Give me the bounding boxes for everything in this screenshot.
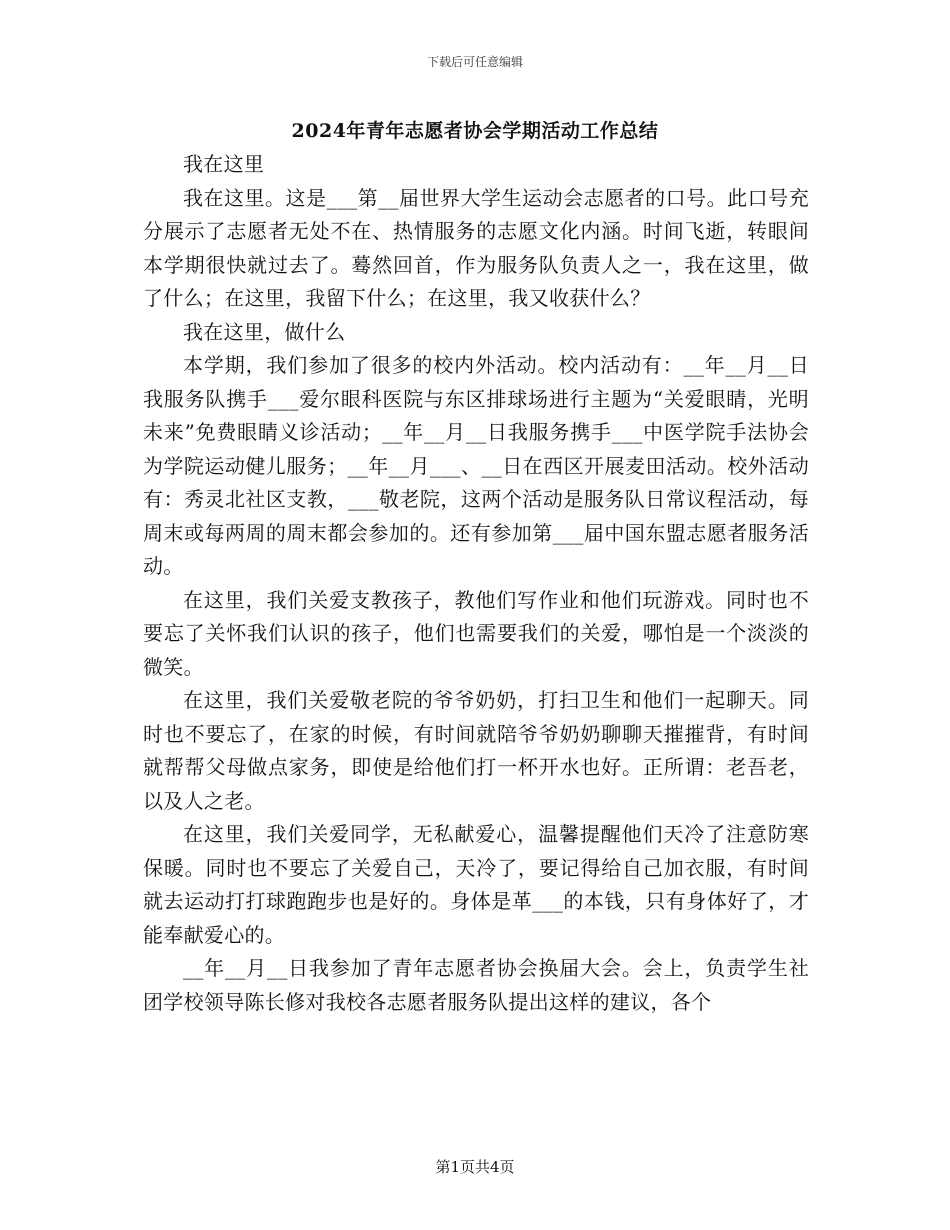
document-title: 2024年青年志愿者协会学期活动工作总结	[291, 120, 659, 142]
paragraph: 在这里，我们关爱同学，无私献爱心，温馨提醒他们天冷了注意防寒保暖。同时也不要忘了关爱自己，天冷了，要记得给自己加衣服，有时间就去运动打打球跑跑步也是好的。身体是革___的本钱，只有身体好了，才能奉献爱心的。	[143, 822, 809, 947]
paragraph: __年__月__日我参加了青年志愿者协会换届大会。会上，负责学生社团学校领导陈长修对我校各志愿者服务队提出这样的建议，各个	[143, 956, 809, 1014]
header-note: 下载后可任意编辑	[426, 55, 523, 69]
document-body	[143, 148, 809, 1019]
page-footer: 第1页共4页	[435, 1158, 515, 1176]
section-heading: 我在这里，做什么	[183, 319, 346, 344]
paragraph: 本学期，我们参加了很多的校内外活动。校内活动有：__年__月__日我服务队携手___爱尔眼科医院与东区排球场进行主题为“关爱眼睛，光明未来”免费眼睛义诊活动；__年__月__日我服务携手___中医学院手法协会为学院运动健儿服务；__年__月___、__日在西区开展麦田活动。校外活动有：秀灵北社区支教，___敬老院，这两个活动是服务队日常议程活动，每周末或每两周的周末都会参加的。还有参加第___届中国东盟志愿者服务活动。	[143, 353, 809, 578]
section-heading: 我在这里	[183, 152, 265, 176]
paragraph: 我在这里。这是___第__届世界大学生运动会志愿者的口号。此口号充分展示了志愿者无处不在、热情服务的志愿文化内涵。时间飞逝，转眼间本学期很快就过去了。蓦然回首，作为服务队负责人之一，我在这里，做了什么；在这里，我留下什么；在这里，我又收获什么？	[143, 185, 809, 310]
paragraph: 在这里，我们关爱敬老院的爷爷奶奶，打扫卫生和他们一起聊天。同时也不要忘了，在家的时候，有时间就陪爷爷奶奶聊聊天摧摧背，有时间就帮帮父母做点家务，即使是给他们打一杯开水也好。正所谓：老吾老，以及人之老。	[143, 688, 809, 813]
paragraph: 在这里，我们关爱支教孩子，教他们写作业和他们玩游戏。同时也不要忘了关怀我们认识的孩子，他们也需要我们的关爱，哪怕是一个淡淡的微笑。	[143, 587, 809, 679]
